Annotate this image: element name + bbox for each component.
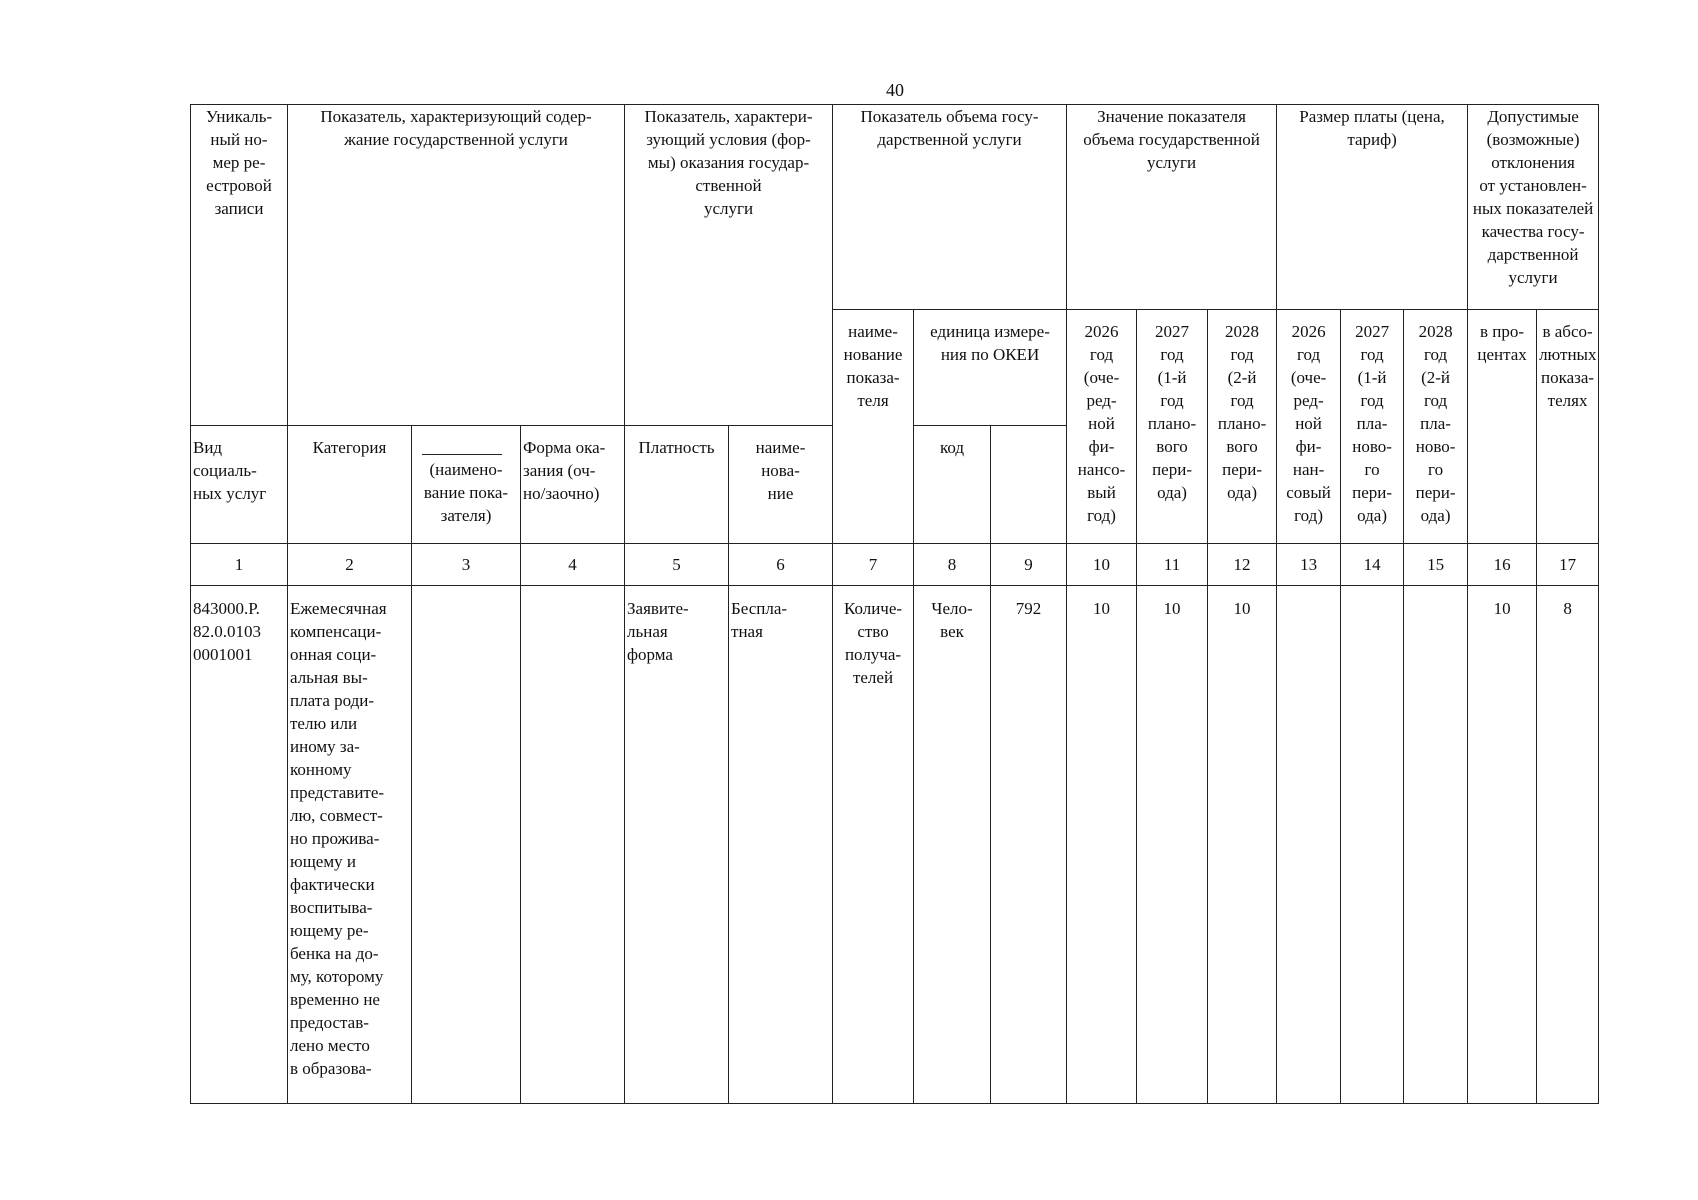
header-col-12: 2028 год (2-й год плано- вого пери- ода) [1208,310,1277,544]
header-col-2: Вид социаль- ных услуг [191,426,288,544]
column-number: 7 [833,544,914,586]
column-number: 15 [1404,544,1468,586]
header-col-3: Категория [288,426,412,544]
column-number: 6 [729,544,833,586]
header-col-15: 2028 год (2-й год пла- ново- го пери- ода) [1404,310,1468,544]
page-number: 40 [886,80,904,100]
cell-volume-indicator-name: Количе- ство получа- телей [833,586,914,1104]
cell-deviation-percent: 10 [1468,586,1537,1104]
column-number: 14 [1341,544,1404,586]
column-number: 12 [1208,544,1277,586]
column-number: 2 [288,544,412,586]
cell-indicator-name [521,586,625,1104]
header-col-11: 2027 год (1-й год плано- вого пери- ода) [1137,310,1208,544]
header-col-16: в про- центах [1468,310,1537,544]
column-number: 10 [1067,544,1137,586]
cell-deviation-absolute: 8 [1537,586,1599,1104]
cell-fee-2027 [1341,586,1404,1104]
header-row-1 [191,105,1599,310]
header-col-14: 2027 год (1-й год пла- ново- го пери- ода) [1341,310,1404,544]
header-col-13: 2026 год (оче- ред- ной фи- нан- совый год) [1277,310,1341,544]
column-number: 17 [1537,544,1599,586]
cell-value-2026: 10 [1067,586,1137,1104]
cell-service-type: Ежемесячная компенсаци- онная соци- альная вы- плата роди- телю или иному за- конному представите- лю, совмест- но прожива- ющему и фактически воспитыва- ющему ре- бенка на до- му, которому временно не предостав- лено место в образова- [288,586,412,1104]
state-service-volume-table [190,104,1599,1104]
header-conditions-indicator: Показатель, характери- зующий условия (фор- мы) оказания государ- ственной услуги [625,105,833,426]
header-col-7: наиме- нование показа- теля [833,310,914,544]
cell-value-2027: 10 [1137,586,1208,1104]
header-okei-unit: единица измере- ния по ОКЕИ [914,310,1067,426]
column-number: 11 [1137,544,1208,586]
table-row [191,586,1599,1104]
header-col-9: код [914,426,991,544]
cell-provision-form: Заявите- льная форма [625,586,729,1104]
column-number: 9 [991,544,1067,586]
header-volume-value: Значение показателя объема государственной услуги [1067,105,1277,310]
column-number: 3 [412,544,521,586]
header-col-17: в абсо- лютных показа- телях [1537,310,1599,544]
header-col-4-underline [422,454,502,455]
cell-value-2028: 10 [1208,586,1277,1104]
column-number: 4 [521,544,625,586]
cell-unit-code: 792 [991,586,1067,1104]
header-col-8: наиме- нова- ние [729,426,833,544]
column-number: 8 [914,544,991,586]
header-volume-indicator: Показатель объема госу- дарственной услуги [833,105,1067,310]
cell-registry-number: 843000.Р. 82.0.0103 0001001 [191,586,288,1104]
header-col-4-text: (наимено- вание пока- зателя) [423,460,509,525]
header-col-4 [412,426,521,544]
header-fee-size: Размер платы (цена, тариф) [1277,105,1468,310]
cell-fee-2028 [1404,586,1468,1104]
column-number: 13 [1277,544,1341,586]
cell-fee-2026 [1277,586,1341,1104]
header-registry-number: Уникаль- ный но- мер ре- естровой записи [191,105,288,426]
header-col-10: 2026 год (оче- ред- ной фи- нансо- вый год) [1067,310,1137,544]
column-number: 5 [625,544,729,586]
cell-payment: Беспла- тная [729,586,833,1104]
column-number-row [191,544,1599,586]
cell-unit-name: Чело- век [914,586,991,1104]
column-number: 1 [191,544,288,586]
header-col-5: Форма ока- зания (оч- но/заочно) [521,426,625,544]
column-number: 16 [1468,544,1537,586]
header-content-indicator: Показатель, характеризующий содер- жание государственной услуги [288,105,625,426]
header-allowed-deviation: Допустимые (возможные) отклонения от установлен- ных показателей качества госу- дарственной услуги [1468,105,1599,310]
cell-category [412,586,521,1104]
header-col-6: Платность [625,426,729,544]
